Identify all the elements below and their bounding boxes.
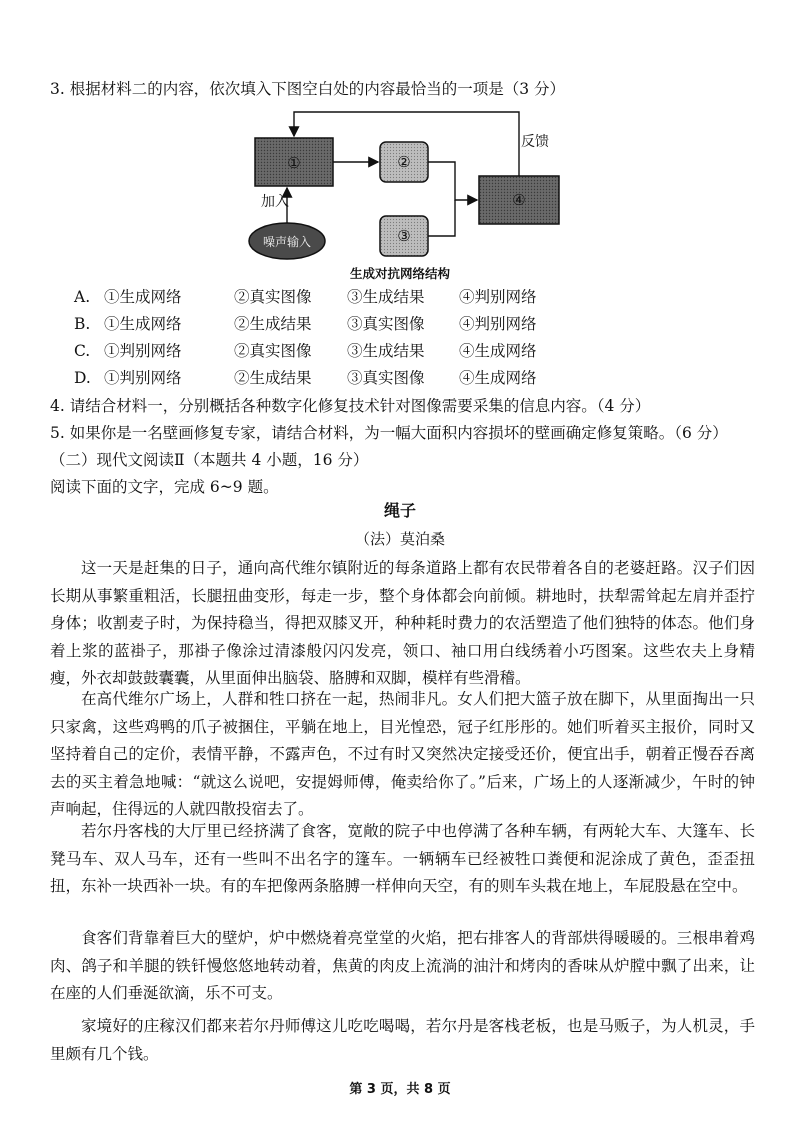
option-item: ④生成网络 <box>459 369 537 387</box>
story-paragraph-3: 若尔丹客栈的大厅里已经挤满了食客，宽敞的院子中也停满了各种车辆，有两轮大车、大篷车、长凳马车、双人马车，还有一些叫不出名字的篷车。一辆辆车已经被牲口粪便和泥涂成了黄色，歪歪扭扭，东补一块西补一块。有的车把像两条胳膊一样伸向天空，有的则车头栽在地上，车屁股悬在空中。 <box>50 822 755 896</box>
option-item: ④判别网络 <box>459 315 537 333</box>
story-paragraph-1: 这一天是赶集的日子，通向高代维尔镇附近的每条道路上都有农民带着各自的老婆赶路。汉子们因长期从事繁重粗活，长腿扭曲变形，每走一步，整个身体都会向前倾。耕地时，扶犁需耸起左肩并歪拧身体；收割麦子时，为保持稳当，得把双膝叉开，种种耗时费力的农活塑造了他们独特的体态。他们身着上浆的蓝褂子，那褂子像涂过清漆般闪闪发亮，领口、袖口用白线绣着小巧图案。这些农夫上身精瘦，外衣却鼓鼓囊囊，从里面伸出脑袋、胳膊和双脚，模样有些滑稽。 <box>50 559 755 688</box>
story-paragraph-5: 家境好的庄稼汉们都来若尔丹师傅这儿吃吃喝喝，若尔丹是客栈老板，也是马贩子，为人机灵，手里颇有几个钱。 <box>50 1017 755 1063</box>
option-item: ②生成结果 <box>234 315 312 333</box>
story-title: 绳子 <box>383 501 416 520</box>
gan-structure-diagram <box>245 104 575 284</box>
option-item: ③生成结果 <box>347 288 425 306</box>
option-item: ②生成结果 <box>234 369 312 387</box>
option-b <box>74 311 537 338</box>
option-item: ④生成网络 <box>459 342 537 360</box>
option-item: ①判别网络 <box>104 342 182 360</box>
story-paragraph-2: 在高代维尔广场上，人群和牲口挤在一起，热闹非凡。女人们把大篮子放在脚下，从里面掏出一只只家禽，这些鸡鸭的爪子被捆住，平躺在地上，目光惶恐，冠子红彤彤的。她们听着买主报价，同时又坚持着自己的定价，表情平静，不露声色，不过有时又突然决定接受还价，便宜出手，朝着正慢吞吞离去的买主着急地喊：“就这么说吧，安提姆师傅，俺卖给你了。”后来，广场上的人逐渐减少，午时的钟声响起，住得远的人就四散投宿去了。 <box>50 690 755 819</box>
story-author: （法）莫泊桑 <box>354 530 445 548</box>
page-footer: 第 3 页，共 8 页 <box>349 1082 451 1097</box>
node-3-label: ③ <box>397 227 411 245</box>
noise-input-label: 噪声输入 <box>262 235 312 249</box>
option-item: ②真实图像 <box>234 342 312 360</box>
option-a <box>74 284 537 311</box>
option-d <box>74 365 537 392</box>
node-2-label: ② <box>397 153 411 171</box>
feedback-label: 反馈 <box>521 134 549 150</box>
option-item: ②真实图像 <box>234 288 312 306</box>
option-letter: D. <box>74 369 91 387</box>
option-item: ③真实图像 <box>347 315 425 333</box>
question-4: 4. 请结合材料一，分别概括各种数字化修复技术针对图像需要采集的信息内容。（4 分） <box>50 397 651 415</box>
option-item: ①生成网络 <box>104 315 182 333</box>
arrow-3-to-4 <box>428 200 455 236</box>
join-label: 加入 <box>261 194 289 210</box>
option-item: ④判别网络 <box>459 288 537 306</box>
arrow-2-to-4 <box>428 162 477 200</box>
question-5: 5. 如果你是一名壁画修复专家，请结合材料，为一幅大面积内容损坏的壁画确定修复策略。（6 分） <box>50 424 728 442</box>
section-heading: （二）现代文阅读Ⅱ（本题共 4 小题，16 分） <box>50 451 369 469</box>
option-letter: A. <box>74 288 91 306</box>
diagram-caption: 生成对抗网络结构 <box>349 266 450 281</box>
node-1-label: ① <box>287 154 301 172</box>
option-item: ①判别网络 <box>104 369 182 387</box>
option-item: ③真实图像 <box>347 369 425 387</box>
node-4-label: ④ <box>512 191 526 209</box>
option-item: ①生成网络 <box>104 288 182 306</box>
story-paragraph-4: 食客们背靠着巨大的壁炉，炉中燃烧着亮堂堂的火焰，把右排客人的背部烘得暖暖的。三根串着鸡肉、鸽子和羊腿的铁钎慢悠悠地转动着，焦黄的肉皮上流淌的油汁和烤肉的香味从炉膛中飘了出来，让在座的人们垂涎欲滴，乐不可支。 <box>50 929 755 1003</box>
question-3: 3. 根据材料二的内容，依次填入下图空白处的内容最恰当的一项是（3 分） <box>50 80 566 98</box>
option-letter: C. <box>74 342 91 360</box>
option-c <box>74 338 537 365</box>
option-letter: B. <box>74 315 91 333</box>
reading-instruction: 阅读下面的文字，完成 6~9 题。 <box>50 478 279 496</box>
option-item: ③生成结果 <box>347 342 425 360</box>
